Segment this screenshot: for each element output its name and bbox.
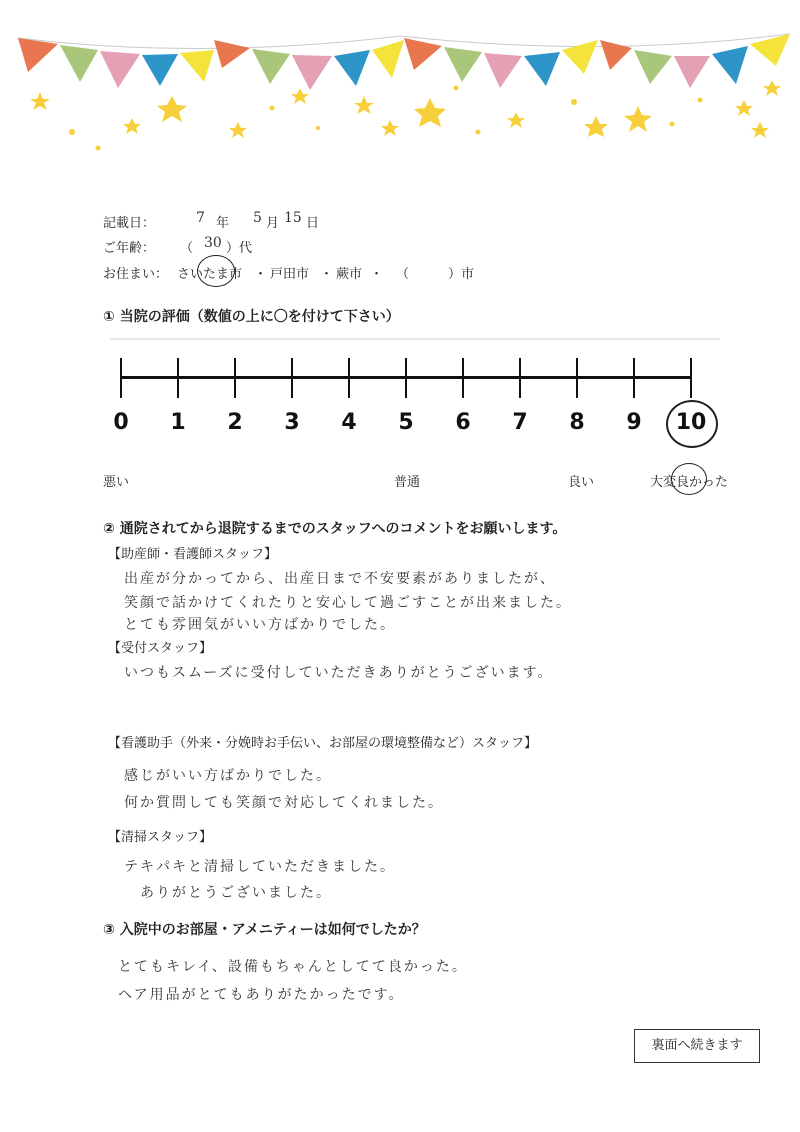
handwritten-comment: ヘア用品がとてもありがたかったです。 bbox=[118, 987, 405, 1003]
date-label: 記載日： bbox=[103, 216, 156, 231]
selection-circle bbox=[671, 463, 707, 495]
star-icon bbox=[763, 80, 781, 96]
scale-tick bbox=[405, 358, 407, 398]
star-icon bbox=[30, 92, 50, 110]
star-icon bbox=[507, 112, 525, 128]
handwritten-comment: とても雰囲気がいい方ばかりでした。 bbox=[124, 617, 396, 633]
flag-icon bbox=[674, 56, 710, 88]
scale-label-2: 2 bbox=[227, 410, 243, 435]
residence-separator: ・ bbox=[320, 267, 334, 282]
handwritten-comment: テキパキと清掃していただきました。 bbox=[124, 859, 396, 875]
flag-icon bbox=[444, 47, 482, 82]
handwritten-comment: とてもキレイ、設備もちゃんとしてて良かった。 bbox=[118, 959, 468, 975]
rating-label-bad: 悪い bbox=[103, 475, 130, 490]
selected-rating-circle bbox=[666, 400, 718, 448]
flag-icon bbox=[524, 52, 560, 86]
flag-icon bbox=[334, 50, 370, 86]
rating-label-good: 良い bbox=[568, 475, 595, 490]
date-month-unit: 月 bbox=[266, 216, 280, 231]
flag-icon bbox=[712, 46, 748, 84]
star-icon bbox=[414, 98, 446, 127]
amenity-title: ③ 入院中のお部屋・アメニティーは如何でしたか？ bbox=[103, 922, 426, 938]
scale-label-0: 0 bbox=[113, 410, 129, 435]
scale-label-10: 10 bbox=[675, 410, 707, 435]
age-value: 30 bbox=[204, 235, 222, 251]
star-icon bbox=[157, 96, 187, 122]
reception-heading: 【受付スタッフ】 bbox=[108, 641, 213, 656]
scale-label-7: 7 bbox=[512, 410, 528, 435]
flag-icon bbox=[18, 38, 58, 72]
flag-icon bbox=[100, 51, 140, 88]
flag-icon bbox=[214, 40, 250, 68]
residence-separator: ・ bbox=[254, 267, 268, 282]
handwritten-comment: 出産が分かってから、出産日まで不安要素がありましたが、 bbox=[124, 571, 556, 587]
scale-tick bbox=[690, 358, 692, 398]
flag-icon bbox=[562, 40, 598, 74]
scale-shadow-line bbox=[110, 338, 720, 340]
scale-label-5: 5 bbox=[398, 410, 414, 435]
residence-option-saitama: さいたま市 bbox=[177, 267, 243, 282]
bunting-decoration bbox=[0, 0, 800, 160]
handwritten-comment: ありがとうございました。 bbox=[140, 885, 332, 901]
residence-separator: ・ bbox=[370, 267, 384, 282]
handwritten-comment: 何か質問しても笑顔で対応してくれました。 bbox=[124, 795, 444, 811]
scale-label-3: 3 bbox=[284, 410, 300, 435]
scale-label-6: 6 bbox=[455, 410, 471, 435]
scale-tick bbox=[348, 358, 350, 398]
cleaning-heading: 【清掃スタッフ】 bbox=[108, 830, 213, 845]
star-icon bbox=[584, 116, 608, 137]
residence-option-warabi: 蕨市 bbox=[336, 267, 363, 282]
star-icon bbox=[735, 100, 753, 116]
date-day-unit: 日 bbox=[306, 216, 320, 231]
star-icon bbox=[381, 120, 399, 136]
flag-icon bbox=[372, 40, 404, 78]
scale-tick bbox=[576, 358, 578, 398]
flag-icon bbox=[634, 50, 672, 84]
continue-on-back-box: 裏面へ続きます bbox=[634, 1029, 760, 1063]
scale-label-4: 4 bbox=[341, 410, 357, 435]
age-open: （ bbox=[180, 241, 194, 256]
scale-label-8: 8 bbox=[569, 410, 585, 435]
scale-tick bbox=[234, 358, 236, 398]
star-icon bbox=[354, 96, 374, 114]
flag-icon bbox=[404, 38, 442, 70]
scale-tick bbox=[120, 358, 122, 398]
handwritten-comment: いつもスムーズに受付していただきありがとうございます。 bbox=[124, 665, 554, 681]
staff-comments-title: ② 通院されてから退院するまでのスタッフへのコメントをお願いします。 bbox=[103, 521, 567, 537]
flag-icon bbox=[142, 54, 178, 86]
age-label: ご年齢： bbox=[103, 241, 156, 256]
star-icon bbox=[624, 106, 652, 132]
scale-tick bbox=[519, 358, 521, 398]
flag-icon bbox=[484, 53, 522, 88]
flag-icon bbox=[600, 40, 632, 70]
scale-tick bbox=[462, 358, 464, 398]
flag-icon bbox=[60, 45, 98, 82]
star-icon bbox=[229, 122, 247, 138]
scale-label-9: 9 bbox=[626, 410, 642, 435]
star-icon bbox=[751, 122, 769, 138]
residence-label: お住まい： bbox=[103, 267, 169, 282]
star-icon bbox=[291, 88, 309, 104]
date-day: 15 bbox=[284, 210, 302, 226]
date-year-unit: 年 bbox=[216, 216, 230, 231]
rating-label-normal: 普通 bbox=[394, 475, 421, 490]
date-year: 7 bbox=[196, 210, 207, 226]
age-close: ）代 bbox=[226, 241, 253, 256]
residence-option-toda: 戸田市 bbox=[270, 267, 310, 282]
rating-title: ① 当院の評価（数値の上に〇を付けて下さい） bbox=[103, 309, 400, 325]
handwritten-comment: 笑顔で話かけてくれたりと安心して過ごすことが出来ました。 bbox=[124, 595, 572, 611]
nursing-assistant-heading: 【看護助手（外来・分娩時お手伝い、お部屋の環境整備など）スタッフ】 bbox=[108, 736, 538, 751]
scale-tick bbox=[177, 358, 179, 398]
midwife-nurse-heading: 【助産師・看護師スタッフ】 bbox=[108, 547, 278, 562]
rating-label-very-good: 大変良かった bbox=[650, 475, 729, 490]
scale-tick bbox=[291, 358, 293, 398]
flag-icon bbox=[292, 55, 332, 90]
residence-other: （ ）市 bbox=[396, 267, 475, 282]
flag-icon bbox=[750, 34, 790, 66]
star-icon bbox=[123, 118, 141, 134]
flag-icon bbox=[180, 50, 214, 82]
scale-label-1: 1 bbox=[170, 410, 186, 435]
selection-circle bbox=[197, 255, 235, 287]
handwritten-comment: 感じがいい方ばかりでした。 bbox=[124, 768, 332, 784]
date-month: 5 bbox=[253, 210, 264, 226]
scale-tick bbox=[633, 358, 635, 398]
flag-icon bbox=[252, 49, 290, 84]
